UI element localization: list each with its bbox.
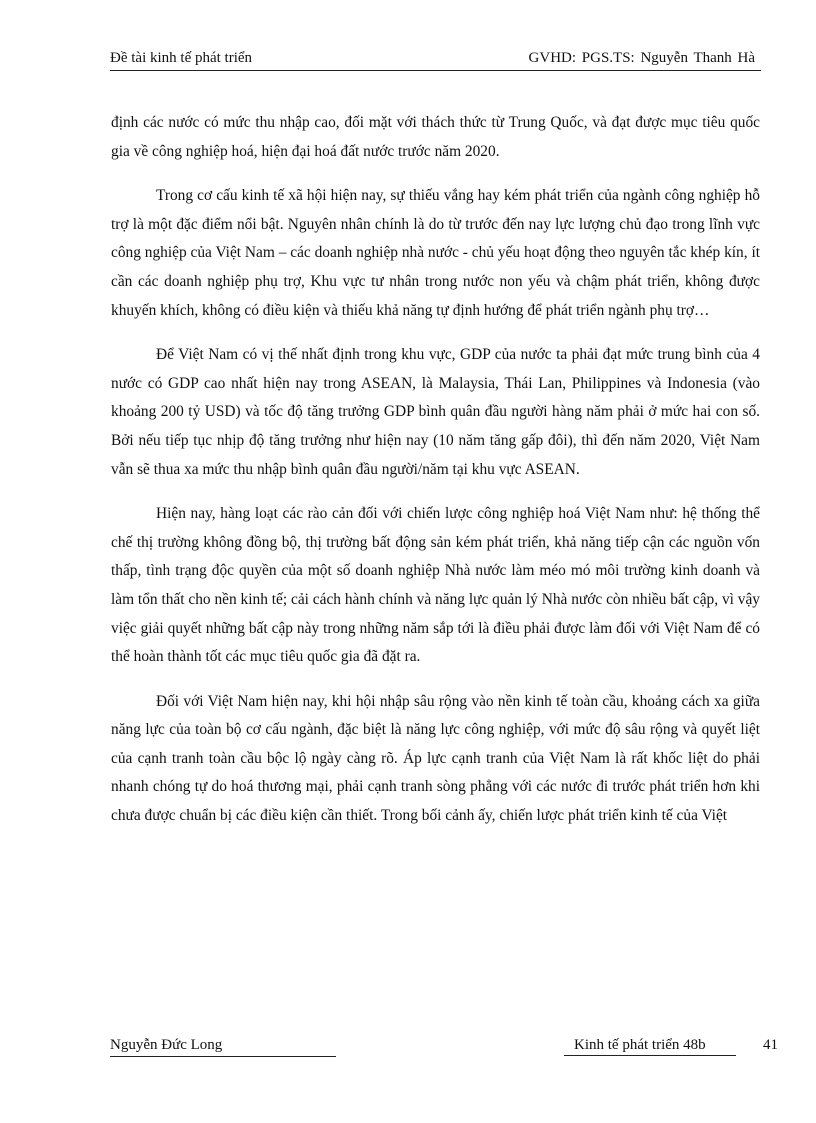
paragraph-continuation: định các nước có mức thu nhập cao, đối mặt với thách thức từ Trung Quốc, và đạt được mục tiêu quốc gia về công nghiệp hoá, hiện đại hoá đất nước trước năm 2020. [111,114,760,160]
author-name: Nguyễn Đức Long [110,1037,336,1057]
document-title: Đề tài kinh tế phát triển [110,50,253,66]
paragraph: Hiện nay, hàng loạt các rào cản đối với chiến lược công nghiệp hoá Việt Nam như: hệ thống thể chế thị trường không đồng bộ, thị trường bất động sản kém phát triển, khả năng tiếp cận các nguồn vốn thấp, tình trạng độc quyền của một số doanh nghiệp Nhà nước làm méo mó môi trường kinh doanh và làm tổn thất cho nền kinh tế; cải cách hành chính và năng lực quản lý Nhà nước còn nhiều bất cập, vì vậy việc giải quyết những bất cập này trong những năm sắp tới là điều phải được làm đối với Việt Nam để có thể hoàn thành tốt các mục tiêu quốc gia đã đặt ra. [111,505,760,666]
paragraph: Đối với Việt Nam hiện nay, khi hội nhập sâu rộng vào nền kinh tế toàn cầu, khoảng cách xa giữa năng lực của toàn bộ cơ cấu ngành, đặc biệt là năng lực công nghiệp, với mức độ sâu rộng và quyết liệt của cạnh tranh toàn cầu bộc lộ ngày càng rõ. Áp lực cạnh tranh của Việt Nam là rất khốc liệt do phải nhanh chóng tự do hoá thương mại, phải cạnh tranh sòng phẳng với các nước đi trước phát triển hơn khi chưa được chuẩn bị các điều kiện cần thiết. Trong bối cảnh ấy, chiến lược phát triển kinh tế của Việt [111,692,760,825]
paragraph: Trong cơ cấu kinh tế xã hội hiện nay, sự thiếu vắng hay kém phát triển của ngành công nghiệp hỗ trợ là một đặc điểm nổi bật. Nguyên nhân chính là do từ trước đến nay lực lượng chủ đạo trong lĩnh vực công nghiệp của Việt Nam – các doanh nghiệp nhà nước - chủ yếu hoạt động theo nguyên tắc khép kín, ít cần các doanh nghiệp phụ trợ, Khu vực tư nhân trong nước non yếu và chậm phát triển, không được khuyến khích, không có điều kiện và thiếu khả năng tự định hướng để phát triển ngành phụ trợ… [111,187,760,319]
document-body [111,109,760,831]
page-header [110,50,761,71]
page-number: 41 [763,1037,778,1053]
paragraph: Để Việt Nam có vị thế nhất định trong khu vực, GDP của nước ta phải đạt mức trung bình của 4 nước có GDP cao nhất hiện nay trong ASEAN, là Malaysia, Thái Lan, Philippines và Indonesia (vào khoảng 200 tỷ USD) và tốc độ tăng trưởng GDP bình quân đầu người hàng năm phải ở mức hai con số. Bởi nếu tiếp tục nhịp độ tăng trưởng như hiện nay (10 năm tăng gấp đôi), thì đến năm 2020, Việt Nam vẫn sẽ thua xa mức thu nhập bình quân đầu người/năm tại khu vực ASEAN. [111,346,760,478]
supervisor-label: GVHD: PGS.TS: Nguyễn Thanh Hà [528,50,755,66]
course-label: Kinh tế phát triển 48b [564,1037,736,1056]
page-footer [110,1037,778,1059]
